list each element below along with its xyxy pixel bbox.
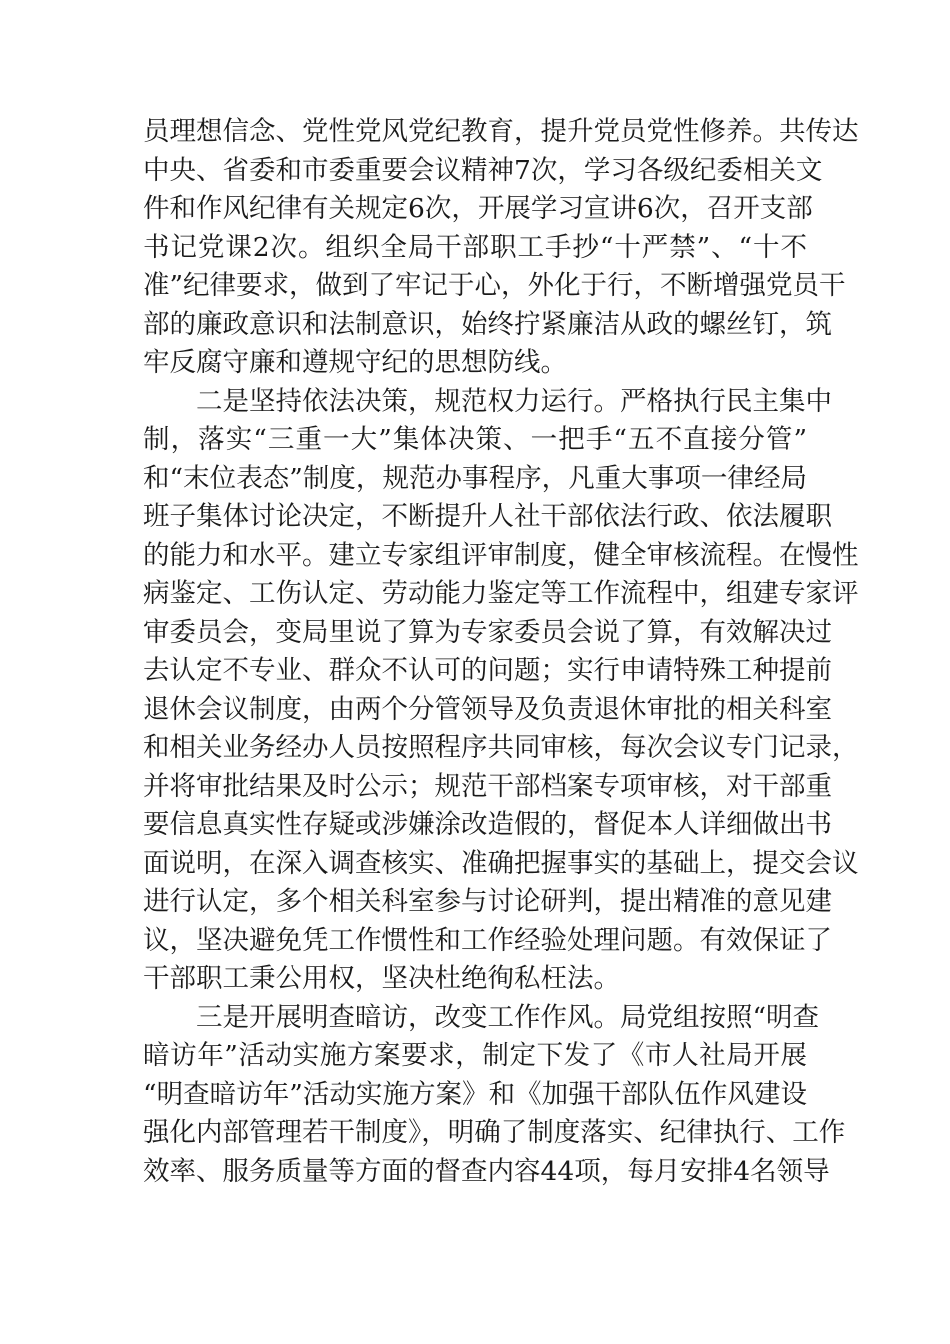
- text-line: 效率、服务质量等方面的督查内容44项，每月安排4名领导: [143, 1155, 830, 1187]
- text-line: 议，坚决避免凭工作惯性和工作经验处理问题。有效保证了: [143, 924, 832, 956]
- paragraph-3: [143, 999, 846, 1192]
- paragraph-1: [143, 113, 859, 383]
- text-line: 面说明，在深入调查核实、准确把握事实的基础上，提交会议: [143, 847, 859, 879]
- text-line: 制，落实“三重一大”集体决策、一把手“五不直接分管”: [143, 424, 807, 455]
- text-line: 去认定不专业、群众不认可的问题；实行申请特殊工种提前: [143, 655, 832, 686]
- paragraph-2: [143, 383, 859, 999]
- text-line: 部的廉政意识和法制意识，始终拧紧廉洁从政的螺丝钉，筑: [143, 308, 832, 340]
- document-body: [143, 113, 859, 1191]
- text-line: 的能力和水平。建立专家组评审制度，健全审核流程。在慢性: [143, 539, 859, 571]
- text-line: 并将审批结果及时公示；规范干部档案专项审核，对干部重: [143, 770, 832, 802]
- text-line: 和“末位表态”制度，规范办事程序，凡重大事项一律经局: [143, 462, 807, 494]
- text-line: “明查暗访年”活动实施方案》和《加强干部队伍作风建设: [143, 1078, 807, 1110]
- text-line: 干部职工秉公用权，坚决杜绝徇私枉法。: [143, 963, 620, 994]
- text-line: 审委员会，变局里说了算为专家委员会说了算，有效解决过: [143, 616, 832, 648]
- text-line: 退休会议制度，由两个分管领导及负责退休审批的相关科室: [143, 693, 832, 725]
- text-line: 牢反腐守廉和遵规守纪的思想防线。: [143, 347, 567, 378]
- text-line: 病鉴定、工伤认定、劳动能力鉴定等工作流程中，组建专家评: [143, 578, 859, 609]
- text-line: 员理想信念、党性党风党纪教育，提升党员党性修养。共传达: [143, 116, 859, 147]
- text-line: 暗访年”活动实施方案要求，制定下发了《市人社局开展: [143, 1040, 807, 1071]
- text-line: 要信息真实性存疑或涉嫌涂改造假的，督促本人详细做出书: [143, 809, 832, 840]
- text-line: 书记党课2次。组织全局干部职工手抄“十严禁”、“十不: [143, 231, 807, 263]
- text-line: 三是开展明查暗访，改变工作作风。局党组按照“明查: [196, 1001, 820, 1033]
- text-line: 班子集体讨论决定，不断提升人社干部依法行政、依法履职: [143, 501, 832, 532]
- text-line: 进行认定，多个相关科室参与讨论研判，提出精准的意见建: [143, 886, 832, 917]
- text-line: 和相关业务经办人员按照程序共同审核，每次会议专门记录，: [143, 732, 859, 763]
- text-line: 二是坚持依法决策，规范权力运行。严格执行民主集中: [196, 385, 832, 417]
- text-line: 中央、省委和市委重要会议精神7次，学习各级纪委相关文: [143, 154, 823, 186]
- text-line: 强化内部管理若干制度》，明确了制度落实、纪律执行、工作: [143, 1117, 846, 1148]
- text-line: 准”纪律要求，做到了牢记于心，外化于行，不断增强党员干: [143, 270, 846, 301]
- text-line: 件和作风纪律有关规定6次，开展学习宣讲6次，召开支部: [143, 193, 813, 224]
